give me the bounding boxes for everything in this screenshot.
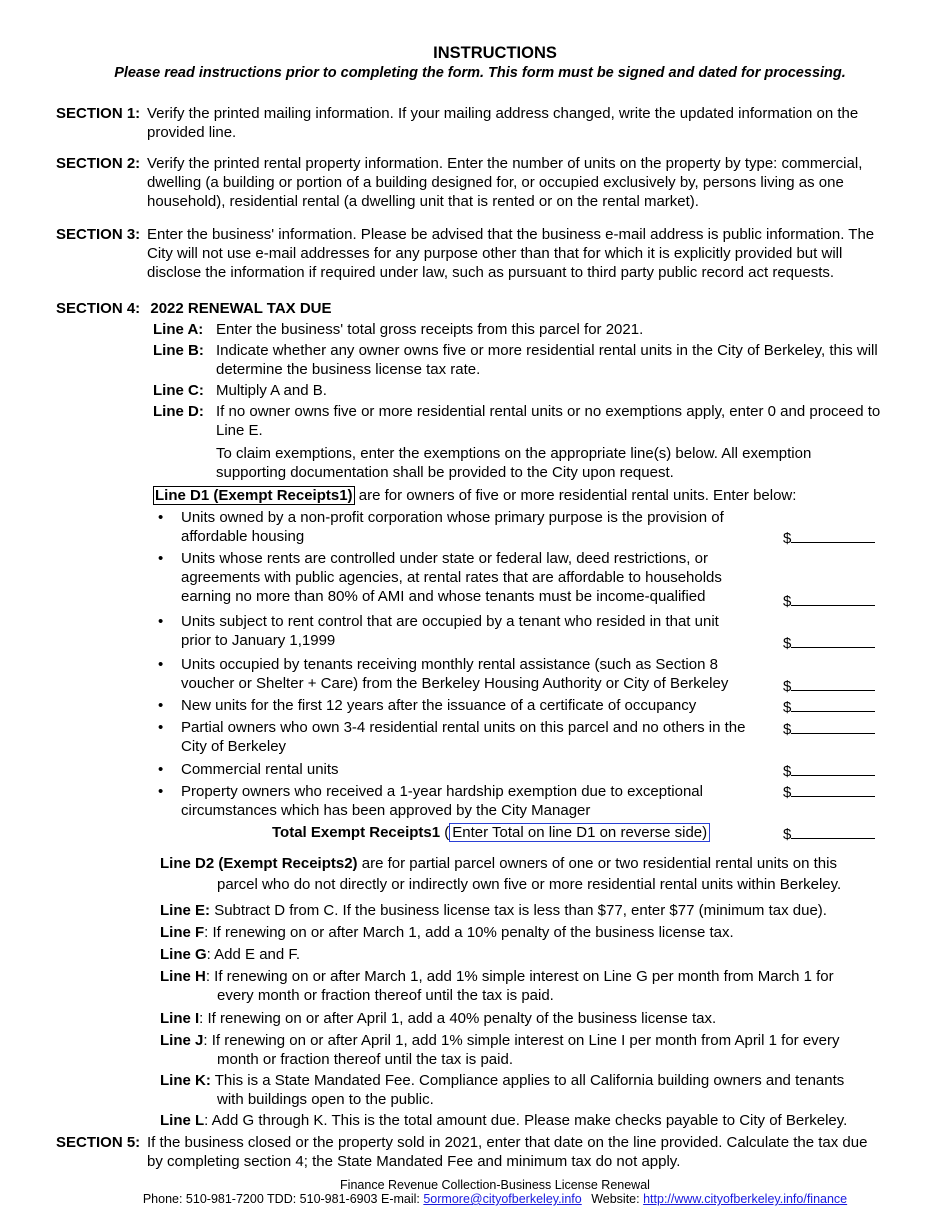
- dollar-sign: $: [783, 530, 792, 547]
- section-3-text: Enter the business' information. Please be advised that the business e-mail address is public information. The City will not use e-mail addresses for any purpose other than that for which it is explicitly provided but will disclose the information if required under law, such as pursuant to third party public record act requests.: [147, 226, 875, 281]
- exemption-amount-field[interactable]: [783, 590, 879, 611]
- exemption-amount-field[interactable]: [783, 527, 879, 548]
- line-c-label: Line C:: [153, 382, 204, 399]
- footer-title: Finance Revenue Collection-Business License Renewal: [340, 1178, 650, 1192]
- line-d2-label: Line D2 (Exempt Receipts2): [160, 855, 358, 872]
- line-k-text: This is a State Mandated Fee. Compliance applies to all California building owners and tenants: [214, 1072, 845, 1089]
- line-k-cont: with buildings open to the public.: [217, 1091, 434, 1108]
- line-b-text: Indicate whether any owner owns five or more residential rental units in the City of Berkeley, this will determine the business license tax rate.: [216, 342, 878, 378]
- section-2-text: Verify the printed rental property information. Enter the number of units on the property by type: commercial, dwelling (a building or portion of a building designed for, or occupied exclusively by, persons living as one household), residential rental (a dwelling unit that is rented or on the rental market).: [147, 155, 863, 210]
- bullet-icon: •: [158, 697, 164, 714]
- line-j-label: Line J: [160, 1032, 204, 1049]
- line-b-label: Line B:: [153, 342, 204, 359]
- total-exempt-label: Total Exempt Receipts1: [272, 824, 441, 841]
- section-4: [56, 299, 891, 318]
- line-g: [160, 945, 890, 964]
- line-d1-label: Line D1 (Exempt Receipts1): [155, 487, 353, 504]
- exemption-text: Property owners who received a 1-year hardship exemption due to exceptional circumstances which has been approved by the City Manager: [181, 783, 703, 819]
- bullet-icon: •: [158, 783, 164, 800]
- exemption-text: Units whose rents are controlled under state or federal law, deed restrictions, or agreements with public agencies, at rental rates that are affordable to households earning no more than 80% of AMI and whose tenants must be income-qualified: [181, 550, 722, 605]
- line-f-label: Line F: [160, 924, 205, 941]
- dollar-sign: $: [783, 593, 792, 610]
- website-link[interactable]: http://www.cityofberkeley.info/finance: [643, 1192, 848, 1206]
- footer-phone: Phone: 510-981-7200 TDD: 510-981-6903 E-mail:: [142, 1192, 420, 1206]
- exemption-amount-field[interactable]: [783, 675, 879, 696]
- line-d-extra-text: To claim exemptions, enter the exemptions on the appropriate line(s) below. All exemption supporting documentation shall be provided to the City upon request.: [216, 445, 812, 481]
- exemption-amount-field[interactable]: [783, 696, 879, 717]
- bullet-icon: •: [158, 719, 164, 736]
- section-4-heading: 2022 RENEWAL TAX DUE: [150, 300, 332, 317]
- line-i: [160, 1009, 890, 1028]
- line-h-text: : If renewing on or after March 1, add 1% simple interest on Line G per month from March 1 for: [205, 968, 834, 985]
- dollar-sign: $: [783, 784, 792, 801]
- line-e-text: Subtract D from C. If the business license tax is less than $77, enter $77 (minimum tax due).: [214, 902, 827, 919]
- exemption-amount-field[interactable]: [783, 760, 879, 781]
- line-e: [160, 901, 890, 920]
- line-d1-text: are for owners of five or more residential rental units. Enter below:: [358, 487, 797, 504]
- exemption-amount-field[interactable]: [783, 781, 879, 802]
- line-f-text: : If renewing on or after March 1, add a 10% penalty of the business license tax.: [204, 924, 734, 941]
- exemption-text: Commercial rental units: [181, 761, 339, 778]
- line-i-label: Line I: [160, 1010, 200, 1027]
- dollar-sign: $: [783, 721, 792, 738]
- line-h-cont: every month or fraction thereof until the tax is paid.: [217, 987, 554, 1004]
- bullet-icon: •: [158, 509, 164, 526]
- total-exempt-amount-field[interactable]: [783, 823, 879, 844]
- section-1-text: Verify the printed mailing information. If your mailing address changed, write the updated information on the provided line.: [147, 105, 859, 141]
- line-j-cont: month or fraction thereof until the tax is paid.: [217, 1051, 513, 1068]
- line-k-label: Line K:: [160, 1072, 211, 1089]
- exemption-amount-field[interactable]: [783, 718, 879, 739]
- email-link[interactable]: 5ormore@cityofberkeley.info: [423, 1192, 582, 1206]
- section-1-label: SECTION 1:: [56, 105, 141, 122]
- line-l: [160, 1111, 900, 1130]
- exemption-text: Units occupied by tenants receiving monthly rental assistance (such as Section 8 voucher or Shelter + Care) from the Berkeley Housing Authority or City of Berkeley: [181, 656, 729, 692]
- line-a-text: Enter the business' total gross receipts from this parcel for 2021.: [216, 321, 644, 338]
- line-f: [160, 923, 890, 942]
- line-i-text: : If renewing on or after April 1, add a 40% penalty of the business license tax.: [199, 1010, 717, 1027]
- line-d1: [153, 486, 893, 505]
- line-j: [160, 1031, 890, 1069]
- line-d2: [160, 854, 890, 894]
- line-c-text: Multiply A and B.: [216, 382, 327, 399]
- line-e-label: Line E:: [160, 902, 211, 919]
- dollar-sign: $: [783, 763, 792, 780]
- total-exempt-note: Enter Total on line D1 on reverse side): [449, 823, 710, 842]
- line-h-label: Line H: [160, 968, 206, 985]
- dollar-sign: $: [783, 635, 792, 652]
- bullet-icon: •: [158, 613, 164, 630]
- line-d2-text: are for partial parcel owners of one or two residential rental units on this: [361, 855, 837, 872]
- line-h: [160, 967, 890, 1005]
- section-3-label: SECTION 3:: [56, 226, 141, 243]
- section-4-label: SECTION 4:: [56, 300, 141, 317]
- total-exempt-receipts1: [272, 823, 710, 842]
- dollar-sign: $: [783, 826, 792, 843]
- line-g-label: Line G: [160, 946, 207, 963]
- line-g-text: : Add E and F.: [206, 946, 301, 963]
- total-exempt-paren: (: [444, 824, 450, 841]
- dollar-sign: $: [783, 699, 792, 716]
- line-k: [160, 1071, 890, 1109]
- exemption-text: New units for the first 12 years after the issuance of a certificate of occupancy: [181, 697, 697, 714]
- page-subtitle: Please read instructions prior to completing the form. This form must be signed and dated for processing.: [114, 65, 846, 81]
- section-5-label: SECTION 5:: [56, 1134, 141, 1151]
- line-d-text: If no owner owns five or more residential rental units or no exemptions apply, enter 0 and proceed to Line E.: [216, 403, 881, 439]
- line-d-label: Line D:: [153, 403, 204, 420]
- exemption-text: Units owned by a non-profit corporation whose primary purpose is the provision of affordable housing: [181, 509, 724, 545]
- exemption-text: Units subject to rent control that are occupied by a tenant who resided in that unit prior to January 1,1999: [181, 613, 719, 649]
- line-a-label: Line A:: [153, 321, 204, 338]
- section-2-label: SECTION 2:: [56, 155, 141, 172]
- line-l-text: : Add G through K. This is the total amount due. Please make checks payable to City of Berkeley.: [204, 1112, 848, 1129]
- dollar-sign: $: [783, 678, 792, 695]
- exemption-amount-field[interactable]: [783, 632, 879, 653]
- bullet-icon: •: [158, 761, 164, 778]
- bullet-icon: •: [158, 550, 164, 567]
- section-5-text: If the business closed or the property sold in 2021, enter that date on the line provided. Calculate the tax due by completing section 4; the State Mandated Fee and minimum tax do not apply.: [147, 1134, 868, 1170]
- website-label: Website:: [591, 1192, 640, 1206]
- line-l-label: Line L: [160, 1112, 205, 1129]
- line-d2-cont: parcel who do not directly or indirectly own five or more residential rental units within Berkeley.: [217, 876, 842, 893]
- bullet-icon: •: [158, 656, 164, 673]
- footer-contact: [0, 1192, 950, 1207]
- line-j-text: : If renewing on or after April 1, add 1% simple interest on Line I per month from April 1 for every: [203, 1032, 840, 1049]
- page-title: INSTRUCTIONS: [433, 44, 557, 62]
- exemption-text: Partial owners who own 3-4 residential rental units on this parcel and no others in the City of Berkeley: [181, 719, 746, 755]
